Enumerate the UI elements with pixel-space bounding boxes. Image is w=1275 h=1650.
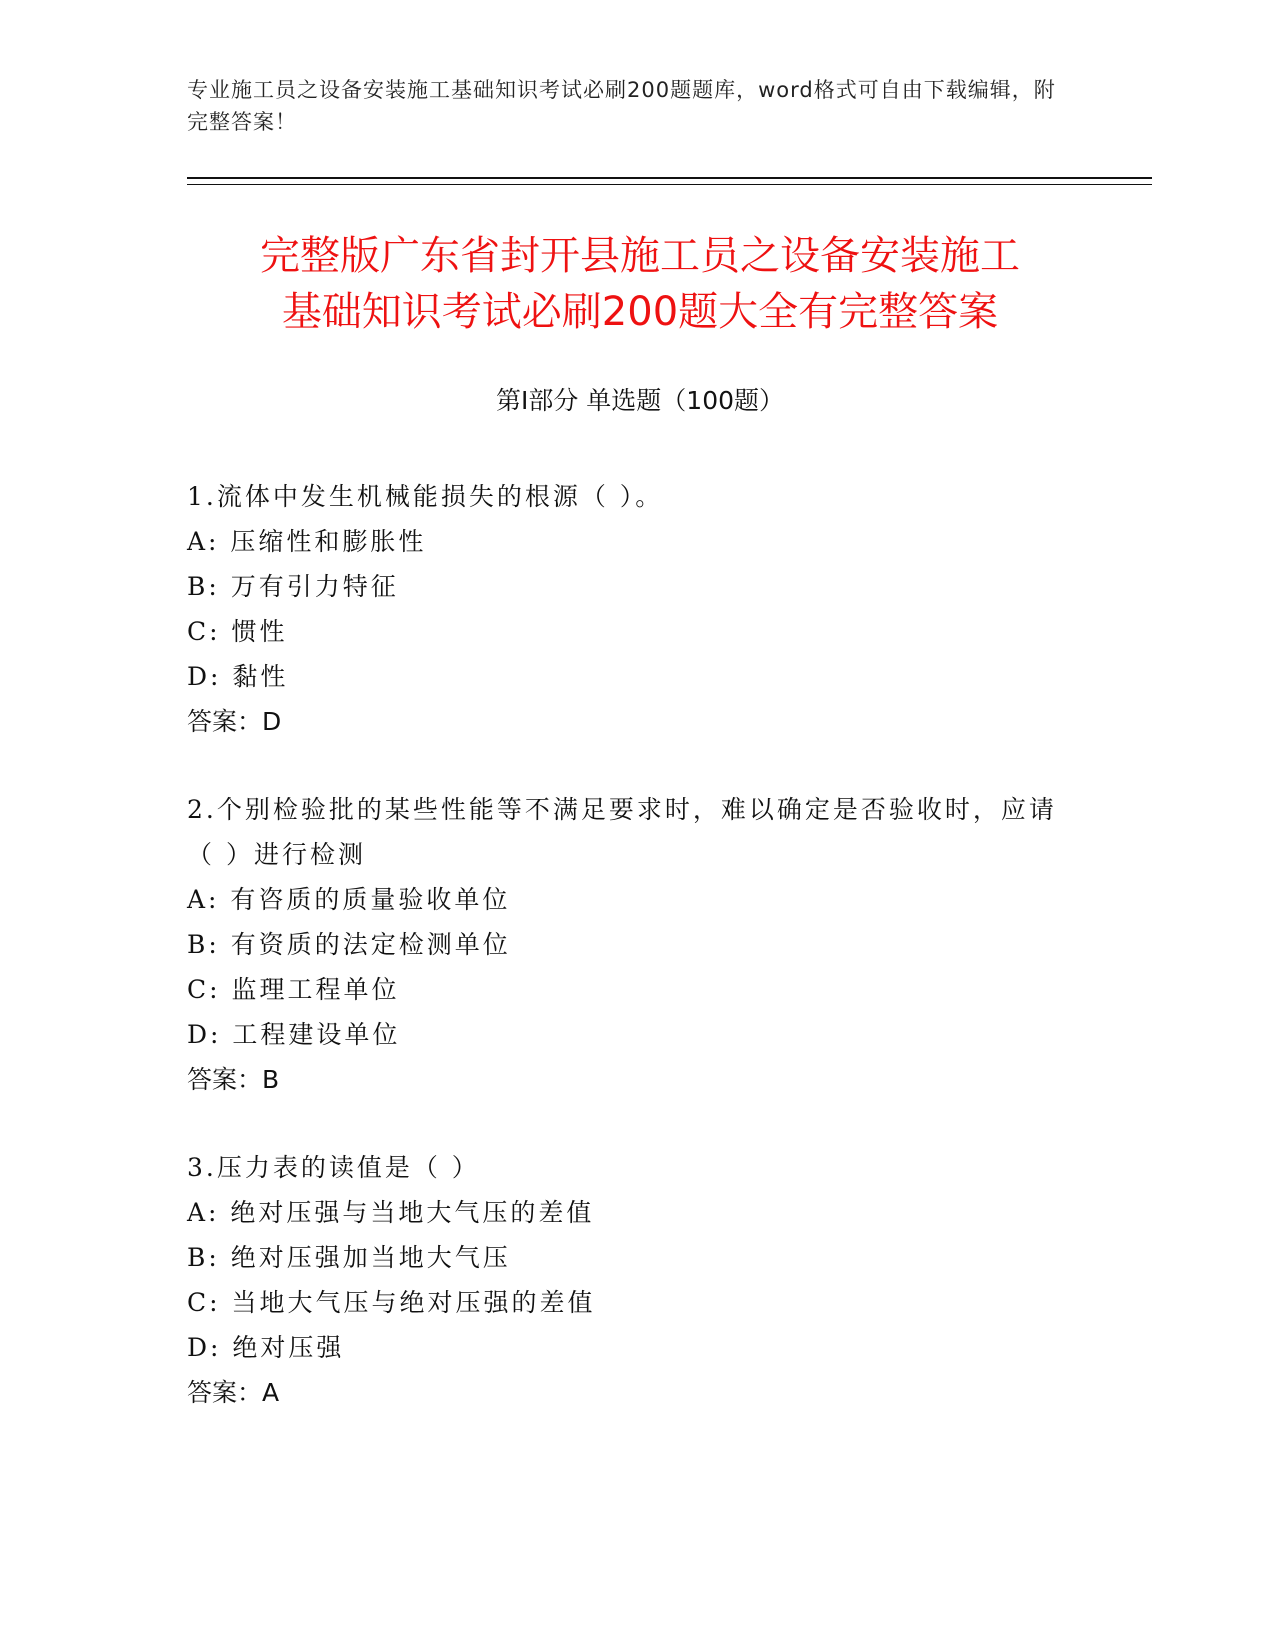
document-title: [140, 228, 1140, 340]
option-a: A: 有咨质的质量验收单位: [187, 885, 511, 914]
section-heading: 第Ⅰ部分 单选题（100题）: [495, 386, 785, 415]
question-1: [187, 474, 1067, 744]
option-d: D: 黏性: [187, 662, 289, 691]
header-rule-thin: [187, 184, 1152, 185]
question-3: [187, 1145, 1067, 1415]
option-c: C: 监理工程单位: [187, 975, 400, 1004]
option-c: C: 惯性: [187, 617, 288, 646]
answer: 答案：B: [187, 1065, 280, 1094]
question-stem: 1.流体中发生机械能损失的根源（ ）。: [187, 482, 664, 511]
question-list: [187, 474, 1067, 1458]
option-c: C: 当地大气压与绝对压强的差值: [187, 1288, 596, 1317]
header-rule-thick: [187, 177, 1152, 179]
document-title-line-1: 完整版广东省封开县施工员之设备安装施工: [260, 233, 1020, 279]
question-stem: 2.个别检验批的某些性能等不满足要求时，难以确定是否验收时，应请（ ）进行检测: [187, 795, 1057, 869]
question-stem: 3.压力表的读值是（ ）: [187, 1153, 480, 1182]
header-note: 专业施工员之设备安装施工基础知识考试必刷200题题库，word格式可自由下载编辑，附完整答案！: [187, 78, 1056, 134]
option-b: B: 万有引力特征: [187, 572, 399, 601]
answer: 答案：D: [187, 707, 282, 736]
document-title-line-2: 基础知识考试必刷200题大全有完整答案: [281, 289, 999, 335]
question-2: [187, 787, 1067, 1102]
answer: 答案：A: [187, 1378, 280, 1407]
option-d: D: 工程建设单位: [187, 1020, 401, 1049]
option-a: A: 绝对压强与当地大气压的差值: [187, 1198, 595, 1227]
option-a: A: 压缩性和膨胀性: [187, 527, 427, 556]
option-b: B: 有资质的法定检测单位: [187, 930, 511, 959]
option-d: D: 绝对压强: [187, 1333, 345, 1362]
option-b: B: 绝对压强加当地大气压: [187, 1243, 511, 1272]
